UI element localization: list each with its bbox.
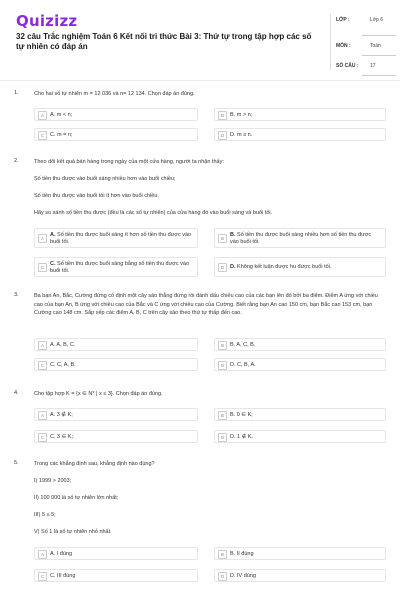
option-a[interactable]: [34, 228, 198, 248]
question-number: 4.: [14, 390, 19, 396]
worksheet-info: [330, 14, 390, 80]
option-text: D. C, B, A.: [230, 362, 256, 368]
count-underline: [362, 75, 396, 76]
option-d[interactable]: [214, 430, 386, 443]
question-text: Cho hai số tự nhiên m = 12 036 và n= 12 134. Chọn đáp án đúng.: [34, 91, 195, 97]
class-value: Lớp 6: [370, 17, 384, 23]
option-letter-badge: B: [218, 111, 227, 120]
option-text: B. 0 ∈ K;: [230, 412, 253, 418]
class-label: LỚP :: [336, 17, 350, 23]
statement: Số tiền thu được vào buổi sáng nhiều hơn vào buổi chiều;: [34, 176, 176, 182]
option-letter-badge: A: [38, 234, 47, 243]
subject-label: MÔN :: [336, 43, 351, 49]
option-body: Số tiền thu được buổi sáng bằng số tiền thu được vào buổi tối.: [50, 261, 190, 274]
statement: II) 100 000 là số tự nhiên lớn nhất;: [34, 495, 119, 501]
option-d[interactable]: [214, 257, 386, 277]
question-text: Theo dõi kết quả bán hàng trong ngày của một cửa hàng, người ta nhận thấy:: [34, 159, 224, 165]
option-b[interactable]: [214, 408, 386, 421]
option-c[interactable]: [34, 257, 198, 277]
question-number: 5.: [14, 460, 19, 466]
option-b[interactable]: [214, 228, 386, 248]
count-value: 17: [370, 63, 376, 69]
statement: Số tiền thu được vào buổi tối ít hơn vào buổi chiều.: [34, 193, 159, 199]
option-body: Không kết luận được hu được buổi tối.: [237, 264, 332, 270]
option-text: D. IV đúng: [230, 573, 256, 579]
worksheet-title: 32 câu Trắc nghiệm Toán 6 Kết nối tri thức Bài 3: Thứ tự trong tập hợp các số tự nhiên có đáp án: [16, 32, 312, 51]
option-label: B.: [230, 232, 236, 238]
option-label: D.: [230, 264, 236, 270]
statement: III) 5 ≤ 5;: [34, 512, 56, 518]
statement: V) Số 1 là số tự nhiên nhỏ nhất.: [34, 529, 112, 535]
option-letter-badge: D: [218, 433, 227, 442]
question-number: 3.: [14, 292, 19, 298]
worksheet-header: [0, 0, 400, 78]
option-a[interactable]: [34, 408, 198, 421]
class-underline: [362, 35, 396, 36]
option-letter-badge: C: [38, 131, 47, 140]
option-text: [50, 232, 193, 246]
option-text: D. 1 ∉ K.: [230, 434, 254, 440]
option-letter-badge: A: [38, 341, 47, 350]
option-text: [230, 232, 381, 246]
option-c[interactable]: [34, 569, 198, 582]
option-text: C. 3 ∈ K;: [50, 434, 74, 440]
option-letter-badge: D: [218, 572, 227, 581]
option-label: A.: [50, 232, 56, 238]
option-letter-badge: B: [218, 550, 227, 559]
header-divider: [0, 80, 400, 81]
question-text: Ba bạn An, Bắc, Cường đứng cố định một cây sào thẳng đứng rồi đánh dấu chiều cao của các bạn lên đó bởi ba điểm. Điểm A ứng với chiều cao của bạn An, B ứng với chiều cao của Bắc và C ứng với chiều cao của Cường. Biết rằng bạn An cao 150 cm, bạn Bắc cao 153 cm, bạn Cường cao 148 cm. Sắp xếp các điểm A, B, C trên cây sào theo thứ tự thấp đến cao.: [34, 293, 378, 316]
option-text: D. m ≥ n.: [230, 132, 253, 138]
option-text: A. A, B, C.: [50, 342, 76, 348]
option-letter-badge: D: [218, 263, 227, 272]
option-c[interactable]: [34, 358, 198, 371]
count-label: SỐ CÂU :: [336, 63, 359, 69]
option-letter-badge: D: [218, 361, 227, 370]
option-letter-badge: C: [38, 361, 47, 370]
option-letter-badge: A: [38, 550, 47, 559]
option-text: A. 3 ∉ K;: [50, 412, 73, 418]
option-text: B. m > n;: [230, 112, 253, 118]
option-d[interactable]: [214, 358, 386, 371]
option-b[interactable]: [214, 108, 386, 121]
option-b[interactable]: [214, 338, 386, 351]
option-c[interactable]: [34, 430, 198, 443]
option-a[interactable]: [34, 338, 198, 351]
statement: I) 1999 > 2003;: [34, 478, 72, 484]
quizizz-logo: Quizizz: [16, 12, 78, 30]
option-a[interactable]: [34, 108, 198, 121]
class-row: [330, 14, 390, 40]
statement: Hãy so sánh số tiền thu được (đều là các số tự nhiên) của cửa hàng đó vào buổi sáng và buổi tối.: [34, 210, 273, 216]
option-text: C. III đúng: [50, 573, 76, 579]
option-b[interactable]: [214, 547, 386, 560]
subject-underline: [362, 55, 396, 56]
option-text: A. m < n;: [50, 112, 73, 118]
option-d[interactable]: [214, 128, 386, 141]
option-letter-badge: A: [38, 111, 47, 120]
option-text: [230, 264, 381, 271]
question-text: Trong các khẳng định sau, khẳng định nào đúng?: [34, 461, 155, 467]
option-text: B. II đúng: [230, 551, 254, 557]
subject-value: Toán: [370, 43, 381, 49]
option-letter-badge: B: [218, 411, 227, 420]
option-body: Số tiền thu được buổi sáng nhiều hơn số tiền thu được vào buổi tối.: [230, 232, 372, 245]
option-letter-badge: C: [38, 572, 47, 581]
question-number: 2.: [14, 158, 19, 164]
option-text: B. A, C, B.: [230, 342, 256, 348]
option-letter-badge: A: [38, 411, 47, 420]
question-number: 1.: [14, 90, 19, 96]
option-letter-badge: C: [38, 433, 47, 442]
option-text: C. C, A, B.: [50, 362, 76, 368]
option-letter-badge: B: [218, 234, 227, 243]
option-body: Số tiền thu được buổi sáng ít hơn số tiền thu được vào buổi tối.: [50, 232, 192, 245]
count-row: [330, 60, 390, 80]
option-text: C. m = n;: [50, 132, 73, 138]
option-letter-badge: C: [38, 263, 47, 272]
question-text: Cho tập hợp K = {x ∈ N* | x ≤ 3}. Chọn đáp án đúng.: [34, 391, 163, 397]
option-text: A. I đúng: [50, 551, 73, 557]
option-c[interactable]: [34, 128, 198, 141]
option-letter-badge: B: [218, 341, 227, 350]
option-text: [50, 261, 193, 275]
option-letter-badge: D: [218, 131, 227, 140]
option-a[interactable]: [34, 547, 198, 560]
subject-row: [330, 40, 390, 60]
option-label: C.: [50, 261, 56, 267]
option-d[interactable]: [214, 569, 386, 582]
